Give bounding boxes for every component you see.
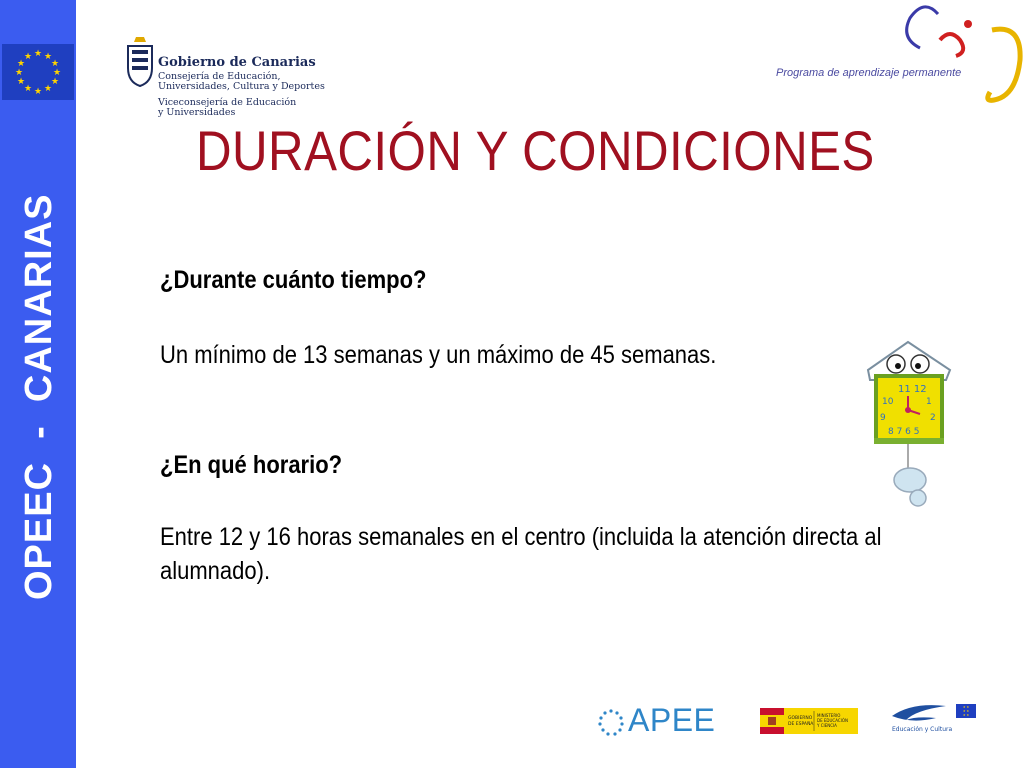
- program-text: Programa de aprendizaje permanente: [776, 67, 962, 79]
- svg-text:★: ★: [33, 49, 43, 59]
- svg-text:11 12: 11 12: [898, 384, 927, 395]
- svg-text:GOBIERNO: GOBIERNO: [788, 716, 813, 721]
- svg-text:★: ★: [50, 77, 60, 87]
- svg-text:★: ★: [14, 68, 24, 78]
- svg-text:1: 1: [926, 397, 932, 407]
- page-title: DURACIÓN Y CONDICIONES: [196, 119, 875, 182]
- svg-text:MINISTERIO: MINISTERIO: [817, 713, 841, 718]
- svg-text:★: ★: [23, 52, 33, 62]
- svg-text:★: ★: [50, 59, 60, 69]
- svg-text:★: ★: [16, 59, 26, 69]
- eu-small-flag-icon: [890, 698, 980, 736]
- apee-logo: APEE: [628, 702, 716, 738]
- apee-dots-icon: [596, 708, 626, 738]
- question-duration: ¿Durante cuánto tiempo?: [160, 266, 427, 294]
- svg-text:★ ★: ★ ★: [962, 705, 970, 709]
- question-schedule: ¿En qué horario?: [160, 451, 343, 479]
- svg-text:★ ★: ★ ★: [962, 709, 970, 713]
- svg-text:★: ★: [23, 84, 33, 94]
- answer-schedule: Entre 12 y 16 horas semanales en el centro (incluida la atención directa al alumnado).: [160, 523, 882, 585]
- svg-text:2: 2: [930, 413, 936, 423]
- svg-text:★: ★: [43, 52, 53, 62]
- svg-text:DE ESPAÑA: DE ESPAÑA: [788, 722, 814, 727]
- svg-text:9: 9: [880, 413, 886, 423]
- sidebar: [0, 0, 76, 768]
- svg-text:DE EDUCACIÓN: DE EDUCACIÓN: [817, 718, 848, 723]
- svg-text:10: 10: [882, 397, 894, 407]
- program-swirl-icon: [880, 0, 1024, 110]
- sidebar-label: OPEEC - CANARIAS: [18, 193, 60, 600]
- eu-flag-icon: [2, 44, 74, 100]
- svg-text:★ ★: ★ ★: [962, 713, 970, 717]
- svg-text:★: ★: [33, 87, 43, 97]
- spain-flag-icon: [760, 708, 858, 734]
- cuckoo-clock-icon: [858, 340, 958, 510]
- gob-title: Gobierno de Canarias: [158, 55, 316, 70]
- svg-text:★: ★: [16, 77, 26, 87]
- svg-text:★: ★: [43, 84, 53, 94]
- gob-subtitle-2: Viceconsejería de Educación y Universidades: [158, 97, 297, 118]
- svg-text:Y CIENCIA: Y CIENCIA: [817, 723, 837, 728]
- educ-text: Educación y Cultura: [892, 726, 953, 733]
- svg-text:8 7 6 5: 8 7 6 5: [888, 427, 920, 437]
- answer-duration: Un mínimo de 13 semanas y un máximo de 45 semanas.: [160, 341, 717, 369]
- gob-subtitle: Consejería de Educación, Universidades, Cultura y Deportes: [158, 71, 325, 92]
- svg-text:★: ★: [52, 68, 62, 78]
